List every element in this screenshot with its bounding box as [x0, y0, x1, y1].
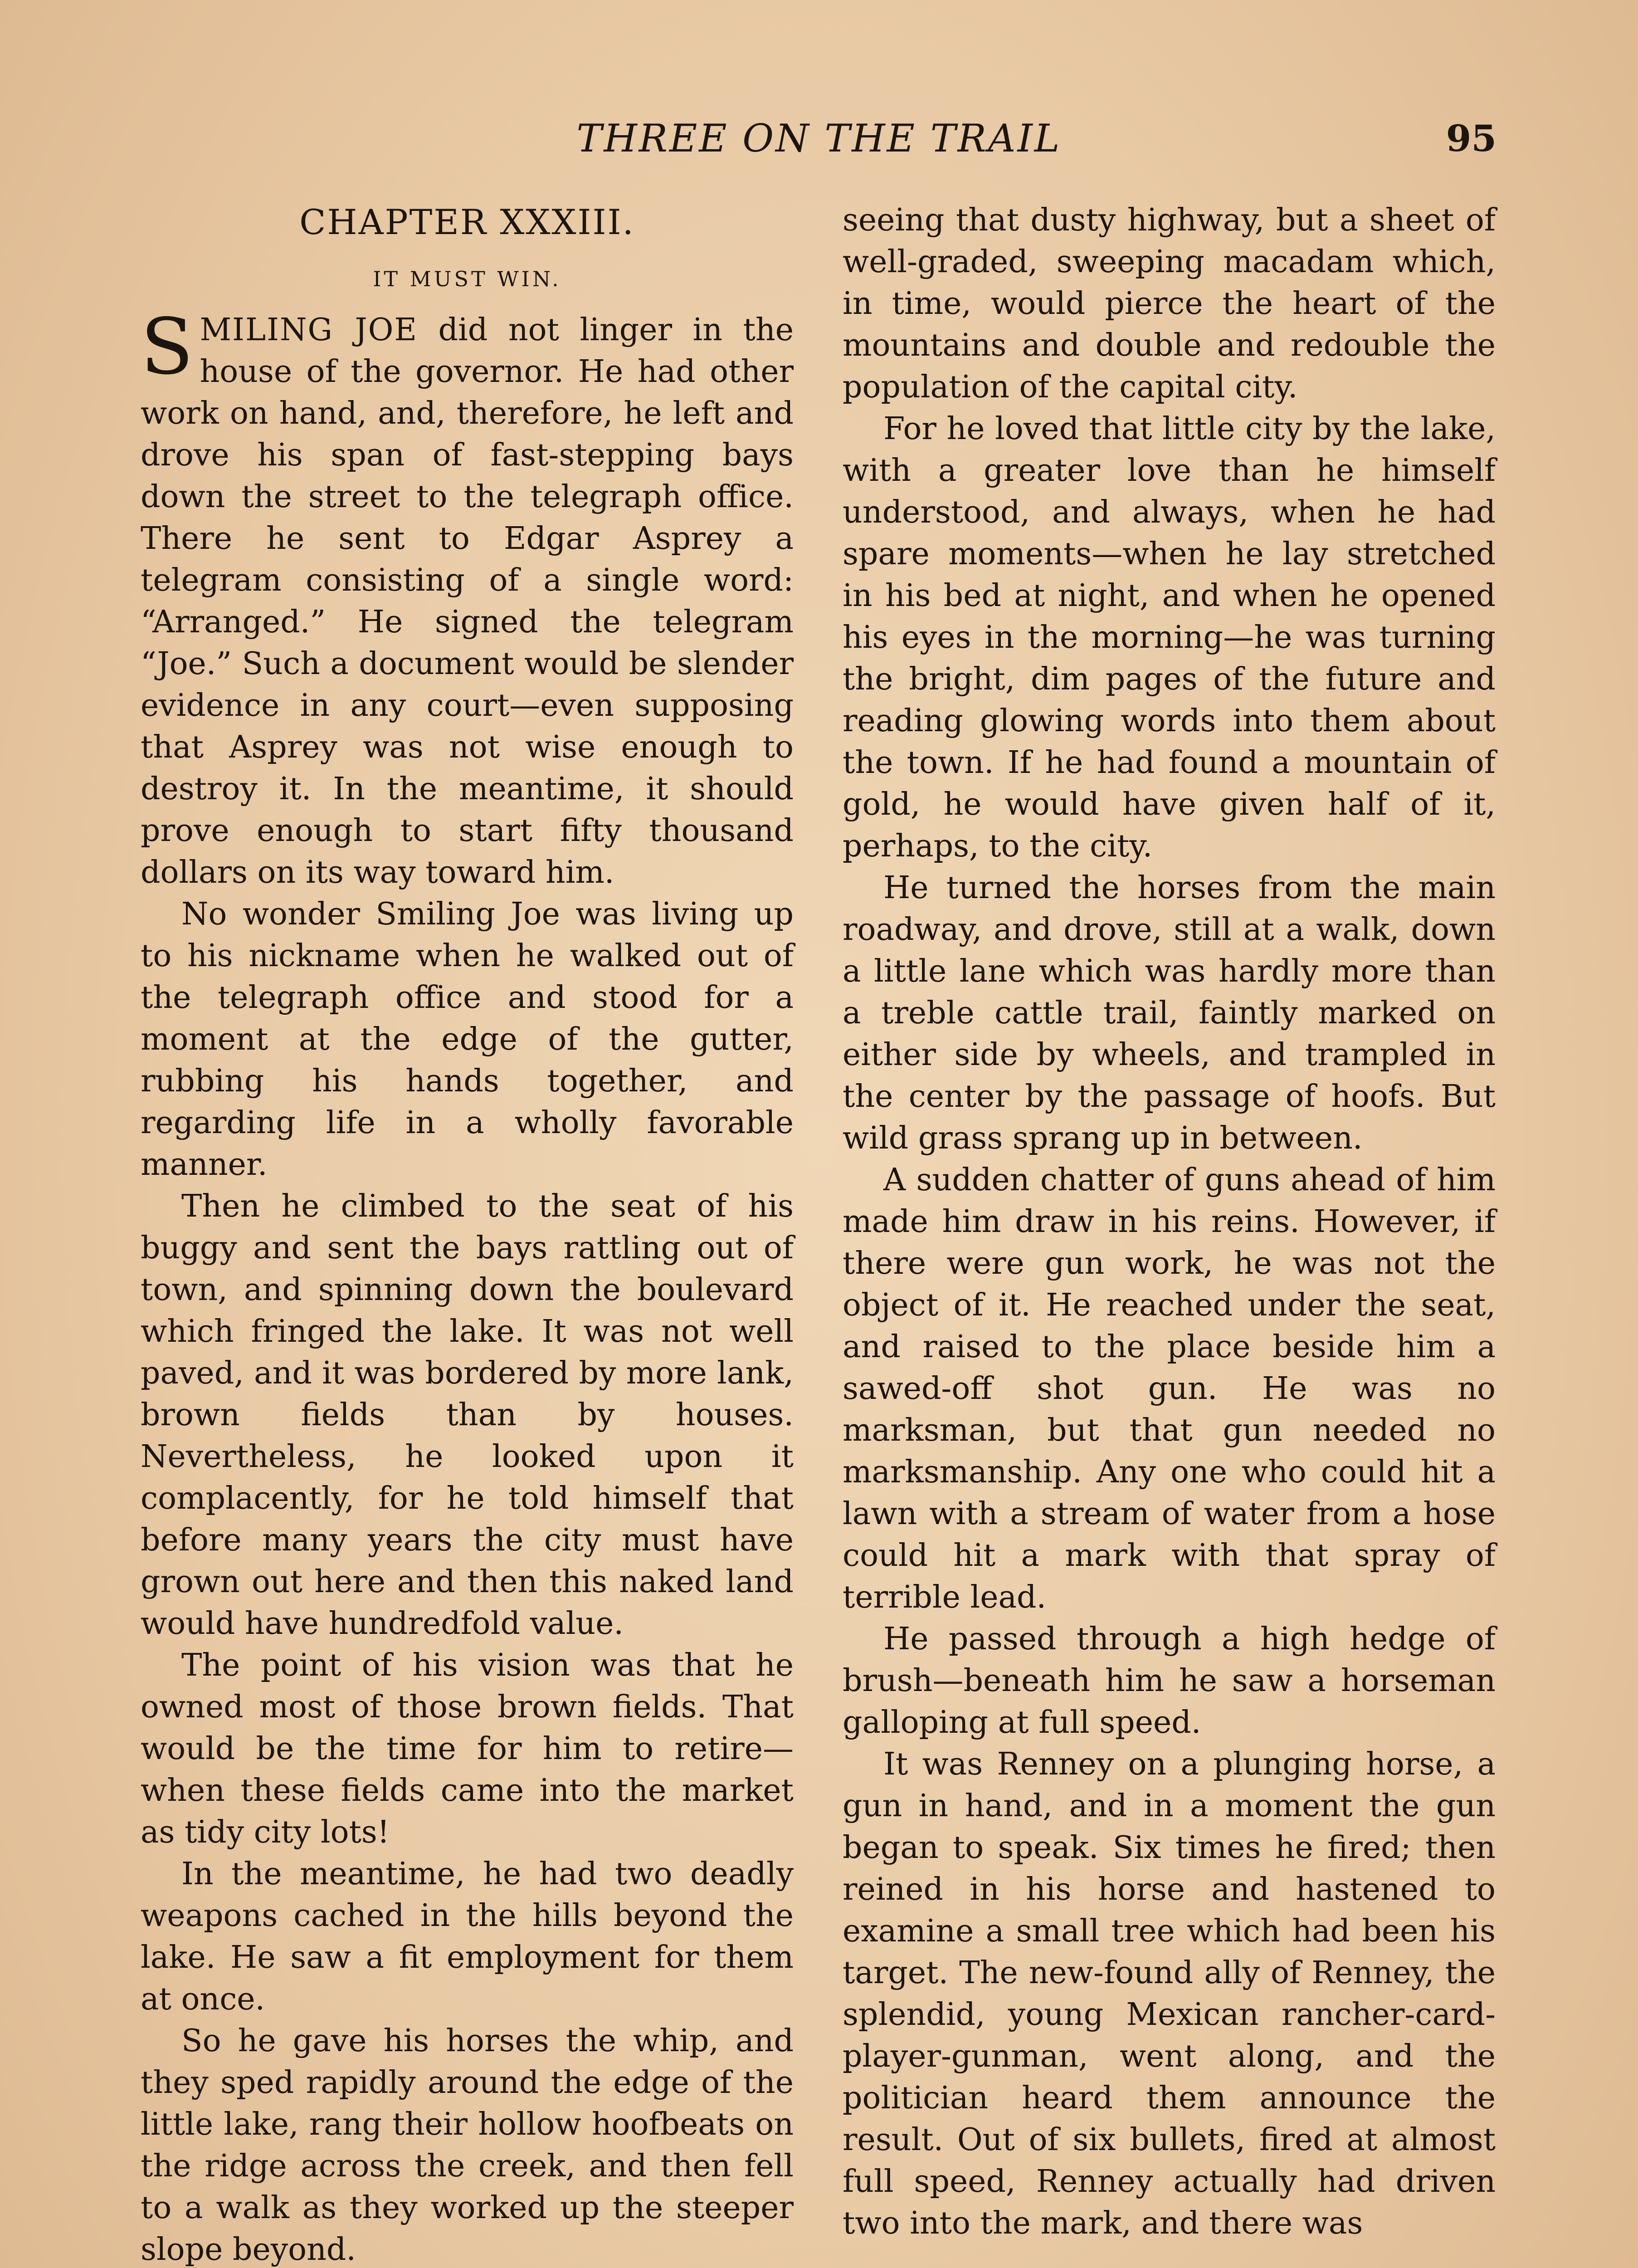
chapter-subtitle: IT MUST WIN.: [373, 267, 561, 291]
right-column: [843, 200, 1496, 2244]
lead-small-caps: MILING JOE: [200, 312, 418, 348]
paragraph-8: For he loved that little city by the lake, with a greater love than he himself understood, and always, when he had spare moments—when he lay stretched in his bed at night, and when he opened his eyes in the morning—he was turning the bright, dim pages of the future and reading glowing words into them about the town. If he had found a mountain of gold, he would have given half of it, perhaps, to the city.: [843, 411, 1496, 864]
paragraph-9: He turned the horses from the main roadway, and drove, still at a walk, down a little lane which was hardly more than a treble cattle trail, faintly marked on either side by wheels, and trampled in the center by the passage of hoofs. But wild grass sprang up in between.: [843, 870, 1496, 1156]
page-number: 95: [1446, 117, 1497, 160]
paragraph-10: A sudden chatter of guns ahead of him made him draw in his reins. However, if there were gun work, he was not the object of it. He reached under the seat, and raised to the place beside him a sawed-off shot gun. He was no marksman, but that gun needed no marksmanship. Any one who could hit a lawn with a stream of water from a hose could hit a mark with that spray of terrible lead.: [843, 1162, 1496, 1615]
paragraph-12: It was Renney on a plunging horse, a gun in hand, and in a moment the gun began to speak. Six times he fired; then reined in his horse and hastened to examine a small tree which had been his target. The new-found ally of Renney, the splendid, young Mexican rancher-card-player-gunman, went along, and the politician heard them announce the result. Out of six bullets, fired at almost full speed, Renney actually had driven two into the mark, and there was: [843, 1746, 1496, 2241]
paragraph-11: He passed through a high hedge of brush—beneath him he saw a horseman galloping at full speed.: [843, 1621, 1496, 1740]
left-column: [141, 200, 794, 2268]
paragraph-7-continued: seeing that dusty highway, but a sheet of well-graded, sweeping macadam which, in time, would pierce the heart of the mountains and double and redouble the population of the capital city.: [843, 202, 1496, 405]
running-head-title: THREE ON THE TRAIL: [576, 116, 1062, 161]
paragraph-1: [141, 302, 794, 894]
paragraph-6: So he gave his horses the whip, and they sped rapidly around the edge of the little lake, rang their hollow hoofbeats on the ridge across the creek, and then fell to a walk as they worked up the steeper slope beyond.: [141, 2023, 794, 2268]
paragraph-2: No wonder Smiling Joe was living up to his nickname when he walked out of the telegraph office and stood for a moment at the edge of the gutter, rubbing his hands together, and regarding life in a wholly favorable manner.: [141, 896, 794, 1183]
drop-cap: S: [141, 302, 194, 392]
chapter-title: CHAPTER XXXIII.: [299, 202, 635, 242]
paragraph-1-text: did not linger in the house of the governor. He had other work on hand, and, therefore, he left and drove his span of fast-stepping bays down the street to the telegraph office. There he sent to Edgar Asprey a telegram consisting of a single word: “Arranged.” He signed the telegram “Joe.” Such a document would be slender evidence in any court—even supposing that Asprey was not wise enough to destroy it. In the meantime, it should prove enough to start fifty thousand dollars on its way toward him.: [141, 312, 794, 890]
paragraph-4: The point of his vision was that he owned most of those brown fields. That would be the time for him to retire—when these fields came into the market as tidy city lots!: [141, 1647, 794, 1850]
paragraph-5: In the meantime, he had two deadly weapons cached in the hills beyond the lake. He saw a fit employment for them at once.: [141, 1856, 794, 2017]
paragraph-3: Then he climbed to the seat of his buggy and sent the bays rattling out of town, and spinning down the boulevard which fringed the lake. It was not well paved, and it was bordered by more lank, brown fields than by houses. Nevertheless, he looked upon it complacently, for he told himself that before many years the city must have grown out here and then this naked land would have hundredfold value.: [141, 1188, 794, 1642]
